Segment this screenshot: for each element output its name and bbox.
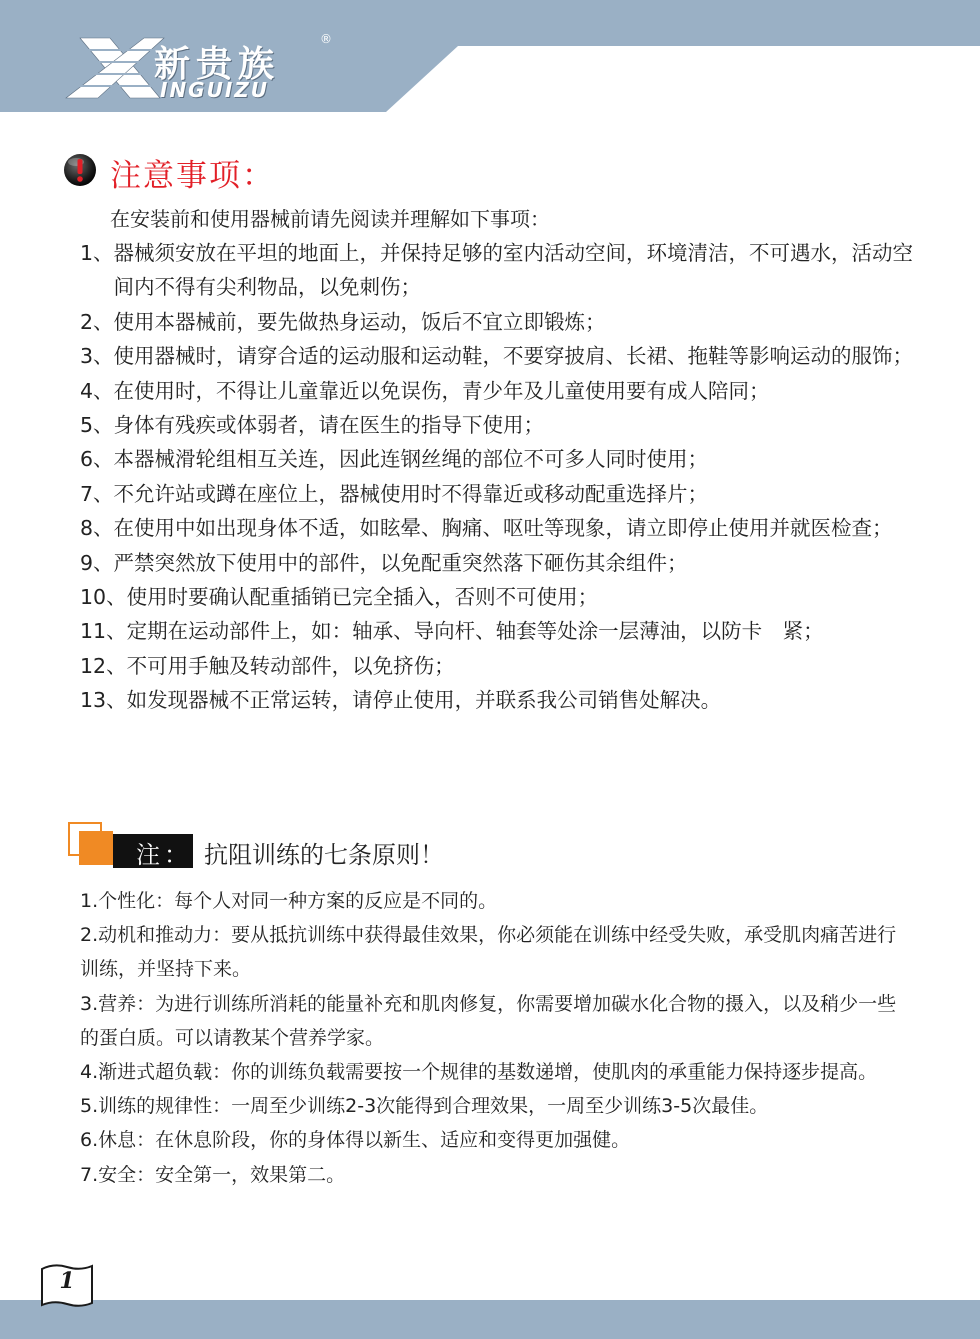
item-text: 在使用中如出现身体不适，如眩晕、胸痛、呕吐等现象，请立即停止使用并就医检查； — [113, 516, 893, 541]
notice-item — [80, 477, 920, 511]
notice-item — [80, 442, 920, 476]
item-number: 5、 — [80, 413, 114, 438]
note-label: 注： — [136, 841, 192, 869]
item-number: 3、 — [80, 344, 114, 369]
item-text: 定期在运动部件上，如：轴承、导向杆、轴套等处涂一层薄油，以防卡 紧； — [126, 619, 824, 644]
item-number: 13、 — [80, 688, 127, 713]
notice-item — [80, 580, 920, 614]
item-text: 使用时要确认配重插销已完全插入，否则不可使用； — [126, 585, 599, 610]
orange-square-fill — [79, 831, 113, 865]
warning-icon — [62, 152, 98, 188]
item-text: 不允许站或蹲在座位上，器械使用时不得靠近或移动配重选择片； — [113, 481, 709, 506]
item-text: 严禁突然放下使用中的部件，以免配重突然落下砸伤其余组件； — [113, 550, 688, 575]
principles-list — [80, 884, 910, 1192]
registered-mark: ® — [320, 32, 332, 46]
item-number: 6、 — [80, 447, 114, 472]
notice-item — [80, 374, 920, 408]
item-number: 11、 — [80, 619, 127, 644]
principle-item: 7.安全：安全第一，效果第二。 — [80, 1163, 346, 1186]
item-number: 1、 — [80, 241, 114, 265]
notice-item — [80, 339, 920, 373]
item-number: 8、 — [80, 516, 114, 541]
item-number: 10、 — [80, 585, 127, 610]
x-logo-mark-icon — [58, 32, 168, 102]
principles-heading — [68, 822, 568, 872]
principle-item: 1.个性化：每个人对同一种方案的反应是不同的。 — [80, 890, 498, 912]
principle-item: 5.训练的规律性：一周至少训练2-3次能得到合理效果，一周至少训练3-5次最佳。 — [80, 1095, 769, 1118]
item-text: 本器械滑轮组相互关连，因此连钢丝绳的部位不可多人同时使用； — [113, 447, 709, 472]
footer-band — [0, 1300, 980, 1339]
principle-item: 2.动机和推动力：要从抵抗训练中获得最佳效果，你必须能在训练中经受失败，承受肌肉痛苦进行训练，并坚持下来。 — [80, 924, 897, 981]
notice-item — [80, 683, 920, 717]
notice-item — [80, 511, 920, 545]
notice-title: 注意事项： — [110, 158, 275, 194]
notice-item — [80, 236, 920, 305]
notice-item — [80, 305, 920, 339]
item-number: 2、 — [80, 309, 114, 334]
item-text: 使用器械时，请穿合适的运动服和运动鞋，不要穿披肩、长裙、拖鞋等影响运动的服饰； — [113, 344, 914, 369]
principle-item: 6.休息：在休息阶段，你的身体得以新生、适应和变得更加强健。 — [80, 1129, 631, 1152]
principle-item: 3.营养：为进行训练所消耗的能量补充和肌肉修复，你需要增加碳水化合物的摄入，以及稍少一些的蛋白质。可以请教某个营养学家。 — [80, 992, 897, 1049]
item-number: 9、 — [80, 550, 114, 575]
notice-item — [80, 408, 920, 442]
notice-item — [80, 614, 920, 648]
brand-name-cn: 新贵族 — [154, 43, 281, 85]
notice-intro: 在安装前和使用器械前请先阅读并理解如下事项： — [110, 207, 550, 231]
item-text: 使用本器械前，要先做热身运动，饭后不宜立即锻炼； — [113, 309, 606, 334]
notice-item — [80, 649, 920, 683]
item-text: 如发现器械不正常运转，请停止使用，并联系我公司销售处解决。 — [126, 688, 722, 713]
principle-item: 4.渐进式超负载：你的训练负载需要按一个规律的基数递增，使肌肉的承重能力保持逐步提高。 — [80, 1061, 878, 1084]
principles-title: 抗阻训练的七条原则！ — [204, 841, 444, 869]
item-text: 在使用时，不得让儿童靠近以免误伤，青少年及儿童使用要有成人陪同； — [113, 378, 770, 403]
brand-logo — [58, 30, 358, 105]
notice-item — [80, 546, 920, 580]
item-number: 7、 — [80, 481, 114, 506]
notice-list — [80, 236, 920, 718]
item-text: 器械须安放在平坦的地面上，并保持足够的室内活动空间，环境清洁，不可遇水，活动空间内不得有尖利物品，以免刺伤； — [113, 241, 914, 300]
item-text: 身体有残疾或体弱者，请在医生的指导下使用； — [113, 413, 545, 438]
item-text: 不可用手触及转动部件，以免挤伤； — [126, 653, 455, 678]
item-number: 4、 — [80, 378, 114, 403]
item-number: 12、 — [80, 653, 127, 678]
brand-name-en: INGUIZU — [160, 78, 270, 102]
page-number: 1 — [59, 1268, 75, 1294]
